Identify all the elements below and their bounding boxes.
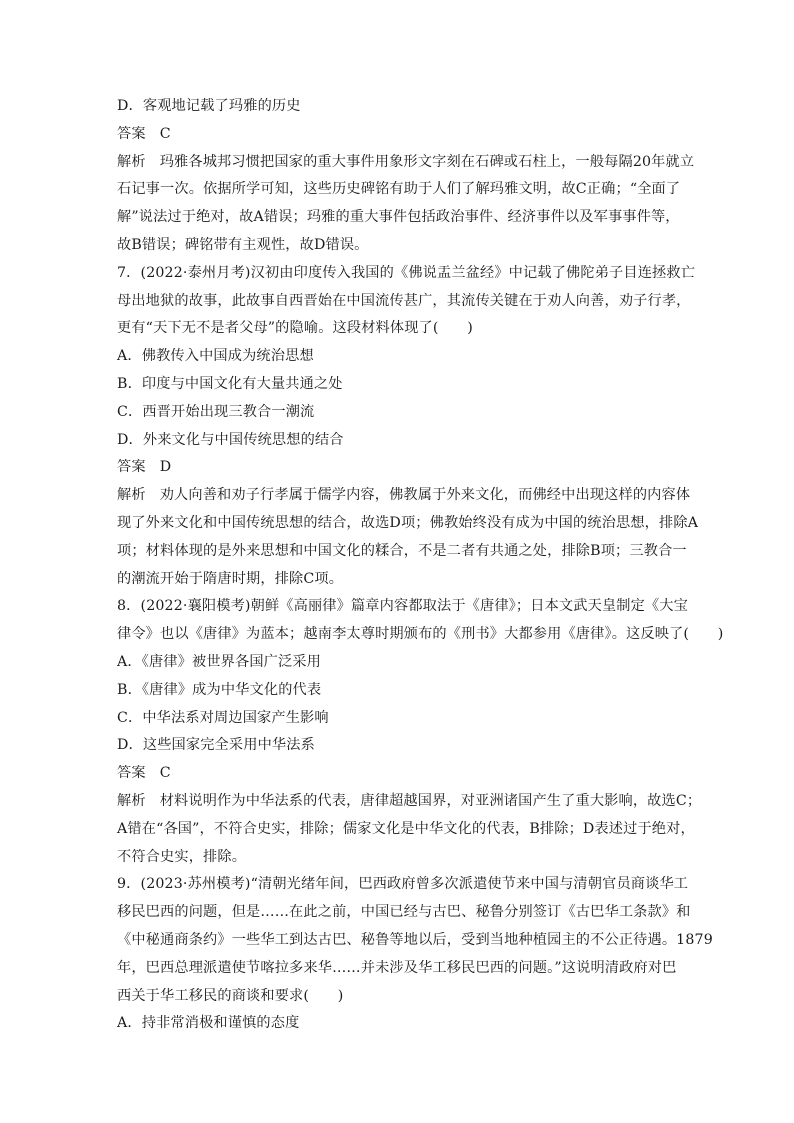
analysis-line (117, 788, 702, 816)
question-line: 律令》也以《唐律》为蓝本；越南李太尊时期颁布的《刑书》大都参用《唐律》。这反映了( ) (117, 626, 724, 643)
answer-label: 答案 (117, 459, 146, 476)
option-line: A．《唐律》被世界各国广泛采用 (117, 653, 322, 670)
option-line: B．印度与中国文化有大量共通之处 (117, 375, 343, 392)
question-line: 移民巴西的问题，但是……在此之前，中国已经与古巴、秘鲁分别签订《古巴华工条款》和 (117, 904, 691, 921)
analysis-line: 项；材料体现的是外来思想和中国文化的糅合，不是二者有共通之处，排除B项；三教合一 (117, 542, 687, 559)
document-page (117, 93, 724, 1038)
answer-line (117, 121, 679, 149)
answer-value: C (159, 125, 171, 142)
answer-line (117, 454, 679, 482)
answer-label: 答案 (117, 125, 146, 142)
analysis-label: 解析 (117, 792, 146, 809)
question-line: 母出地狱的故事，此故事自西晋始在中国流传甚广，其流传关键在于劝人向善，劝子行孝， (117, 292, 691, 309)
analysis-label: 解析 (117, 153, 146, 170)
analysis-line (117, 482, 691, 510)
question-line: 《中秘通商条约》一些华工到达古巴、秘鲁等地以后，受到当地种植园主的不公正待遇。1879 (117, 931, 713, 948)
analysis-line (117, 149, 695, 177)
question-line: 7．(2022·泰州月考)汉初由印度传入我国的《佛说盂兰盆经》中记载了佛陀弟子目连拯救亡 (117, 264, 696, 281)
answer-label: 答案 (117, 765, 146, 782)
analysis-line: 的潮流开始于隋唐时期，排除C项。 (117, 570, 344, 587)
option-line: A．佛教传入中国成为统治思想 (117, 348, 314, 365)
option-line: D．这些国家完全采用中华法系 (117, 737, 315, 754)
question-line: 年，巴西总理派遣使节喀拉多来华……并未涉及华工移民巴西的问题。”这说明清政府对巴 (117, 959, 677, 976)
question-line: 8．(2022·襄阳模考)朝鲜《高丽律》篇章内容都取法于《唐律》；日本文武天皇制定《大宝 (117, 598, 688, 615)
analysis-line: 故B错误；碑铭带有主观性，故D错误。 (117, 236, 369, 253)
answer-value: C (159, 765, 171, 782)
answer-value: D (159, 459, 172, 476)
analysis-line: 不符合史实，排除。 (117, 848, 247, 865)
option-line: C．中华法系对周边国家产生影响 (117, 709, 329, 726)
question-line: 西关于华工移民的商谈和要求( ) (117, 987, 344, 1004)
analysis-label: 解析 (117, 487, 146, 504)
option-line: D．客观地记载了玛雅的历史 (117, 98, 301, 114)
analysis-text: 材料说明作为中华法系的代表，唐律超越国界，对亚洲诸国产生了重大影响，故选C； (159, 792, 702, 809)
option-line: A．持非常消极和谨慎的态度 (117, 1015, 300, 1032)
option-line: D．外来文化与中国传统思想的结合 (117, 431, 344, 448)
analysis-line: A错在“各国”，不符合史实，排除；儒家文化是中华文化的代表，B排除；D表述过于绝对， (117, 820, 695, 837)
analysis-line: 解”说法过于绝对，故A错误；玛雅的重大事件包括政治事件、经济事件以及军事事件等， (117, 209, 680, 226)
analysis-line: 现了外来文化和中国传统思想的结合，故选D项；佛教始终没有成为中国的统治思想，排除A (117, 514, 699, 531)
question-line: 9．(2023·苏州模考)“清朝光绪年间，巴西政府曾多次派遣使节来中国与清朝官员商谈华工 (117, 876, 689, 893)
answer-line (117, 760, 679, 788)
analysis-text: 劝人向善和劝子行孝属于儒学内容，佛教属于外来文化，而佛经中出现这样的内容体 (159, 487, 691, 504)
question-line: 更有“天下无不是者父母”的隐喻。这段材料体现了( ) (117, 320, 473, 337)
option-line: B．《唐律》成为中华文化的代表 (117, 681, 322, 698)
option-line: C．西晋开始出现三教合一潮流 (117, 403, 315, 420)
analysis-line: 石记事一次。依据所学可知，这些历史碑铭有助于人们了解玛雅文明，故C正确；“全面了 (117, 181, 681, 198)
analysis-text: 玛雅各城邦习惯把国家的重大事件用象形文字刻在石碑或石柱上，一般每隔20年就立 (159, 153, 695, 170)
